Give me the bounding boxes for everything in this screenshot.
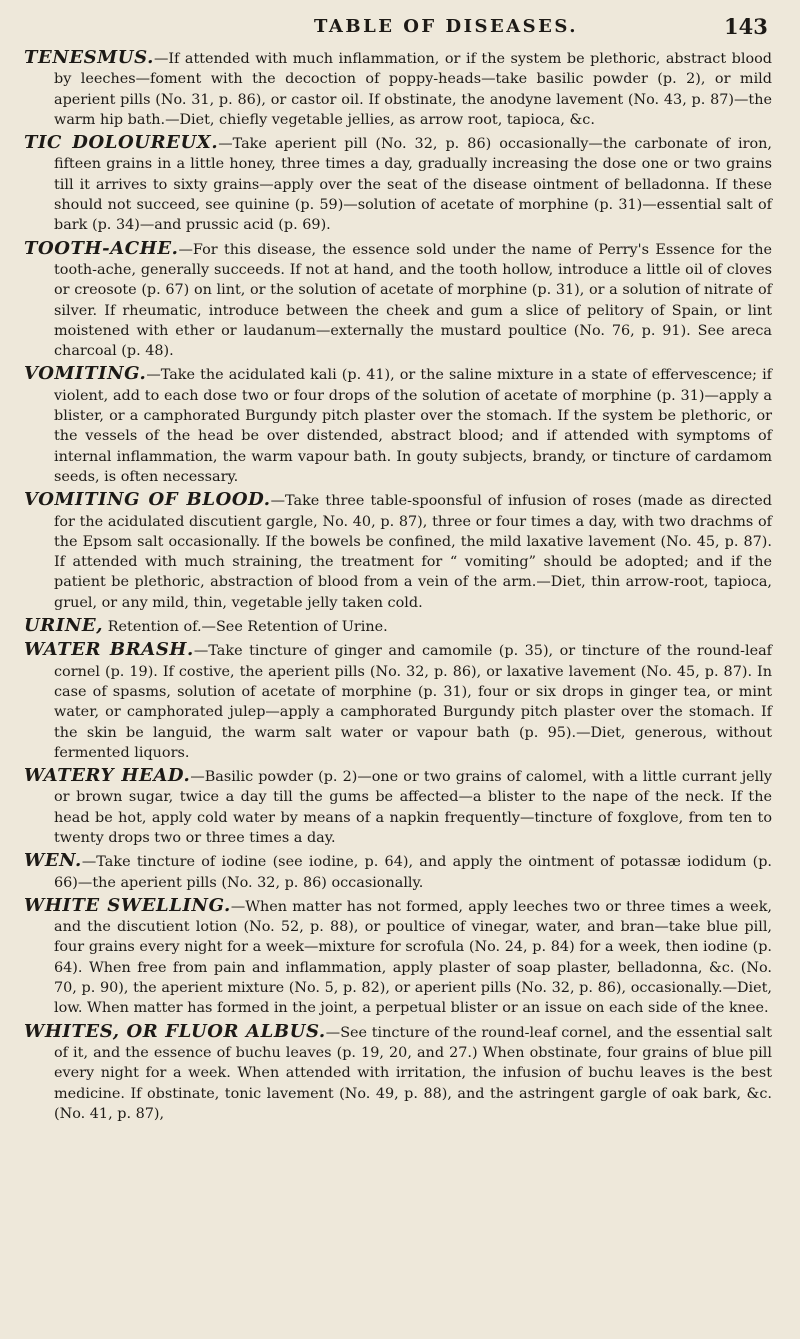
entry-watery-head [24,766,772,848]
entry-title: WATERY HEAD. [24,765,191,787]
entry-title: TOOTH-ACHE. [24,237,179,259]
entry-tic-douloureux [24,133,772,235]
entry-vomiting [24,364,772,487]
entry-text: —Take aperient pill (No. 32, p. 86) occasionally—the carbonate of iron, fifteen grains in a little honey, three times a day, gradually increasing the dose one or two grains till it arrives to sixty grains—apply over the seat of the disease ointment of belladonna. If these should not succeed, see quinine (p. 59)—solution of acetate of morphine (p. 31)—essential salt of bark (p. 34)—and prussic acid (p. 69). [54,136,772,234]
entry-text: —Take tincture of ginger and camomile (p. 35), or tincture of the round-leaf cornel (p. 19). If costive, the aperient pills (No. 32, p. 86), or laxative lavement (No. 45, p. 87). In case of spasms, solution of acetate of morphine (p. 31), four or six drops in ginger tea, or mint water, or camphorated julep—apply a camphorated Burgundy pitch plaster over the stomach. If the skin be languid, the warm salt water or vapour bath (p. 95).—Diet, generous, without fermented liquors. [54,643,773,761]
entry-wen [24,851,772,893]
entry-white-swelling [24,896,772,1019]
entry-title: VOMITING. [24,363,147,385]
entry-title: WHITES, OR FLUOR ALBUS. [24,1020,326,1042]
entry-vomiting-of-blood [24,490,772,613]
entry-whites-fluor-albus [24,1022,772,1124]
entry-title: TIC DOLOUREUX. [24,132,219,154]
entry-text: —When matter has not formed, apply leeches two or three times a week, and the discutient lotion (No. 52, p. 88), or poultice of vinegar, water, and bran—take blue pill, four grains every night for a week—mixture for scrofula (No. 24, p. 84) for a week, then iodine (p. 64). When free from pain and inflammation, apply plaster of soap plaster, belladonna, &c. (No. 70, p. 90), the aperient mixture (No. 5, p. 82), or aperient pills (No. 32, p. 86), occasionally.—Diet, low. When matter has formed in the joint, a perpetual blister or an issue on each side of the knee. [54,898,772,1017]
entry-text: —Take the acidulated kali (p. 41), or the saline mixture in a state of effervescence; if violent, add to each dose two or four drops of the solution of acetate of morphine (p. 31)—apply a blister, or a camphorated Burgundy pitch plaster over the stomach. If the system be plethoric, or the vessels of the head be over distended, abstract blood; and if attended with symptoms of internal inflammation, the warm vapour bath. In gouty subjects, brandy, or tincture of cardamom seeds, is often necessary. [54,367,772,485]
entry-water-brash [24,640,772,763]
page-number: 143 [724,14,768,39]
entry-text: —For this disease, the essence sold under the name of Perry's Essence for the tooth-ache, generally succeeds. If not at hand, and the tooth hollow, introduce a little oil of cloves or creosote (p. 67) on lint, or the solution of acetate of morphine (p. 31), or a solution of nitrate of silver. If rheumatic, introduce between the cheek and gum a slice of pelitory of Spain, or lint moistened with ether or laudanum—externally the mustard poultice (No. 76, p. 91). See areca charcoal (p. 48). [54,241,772,360]
entry-title: WATER BRASH. [24,639,194,661]
entry-title: VOMITING OF BLOOD. [24,489,271,511]
entry-title: TENESMUS. [24,47,154,68]
entry-urine [24,616,772,637]
entry-tenesmus [24,48,772,130]
entry-title: WHITE SWELLING. [24,894,231,916]
entry-text: Retention of.—See Retention of Urine. [103,619,388,636]
page-header [24,10,772,44]
entry-text: —If attended with much inflammation, or if the system be plethoric, abstract blood by leeches—foment with the decoction of poppy-heads—take basilic powder (p. 2), or mild aperient pills (No. 31, p. 86), or castor oil. If obstinate, the anodyne lavement (No. 43, p. 87)—the warm hip bath.—Diet, chiefly vegetable jellies, as arrow root, tapioca, &c. [54,51,772,128]
disease-entries [24,48,772,1124]
entry-title: WEN. [24,850,82,872]
entry-tooth-ache [24,239,772,362]
entry-text: —Take tincture of iodine (see iodine, p. 64), and apply the ointment of potassæ iodidum (p. 66)—the aperient pills (No. 32, p. 86) occasionally. [54,854,772,891]
running-title: TABLE OF DISEASES. [314,16,579,37]
entry-text: —Take three table-spoonsful of infusion of roses (made as directed for the acidulated discutient gargle, No. 40, p. 87), three or four times a day, with two drachms of the Epsom salt occasionally. If the bowels be confined, the mild laxative lavement (No. 45, p. 87). If attended with much straining, the treatment for “ vomiting” should be adopted; and if the patient be plethoric, abstraction of blood from a vein of the arm.—Diet, thin arrow-root, tapioca, gruel, or any mild, thin, vegetable jelly taken cold. [54,493,772,611]
entry-text: —Basilic powder (p. 2)—one or two grains of calomel, with a little currant jelly or brown sugar, twice a day till the gums be affected—a blister to the nape of the neck. If the head be hot, apply cold water by means of a napkin frequently—tincture of foxglove, from ten to twenty drops two or three times a day. [54,769,773,846]
entry-text: —See tincture of the round-leaf cornel, and the essential salt of it, and the essence of buchu leaves (p. 19, 20, and 27.) When obstinate, four grains of blue pill every night for a week. When attended with irritation, the infusion of buchu leaves is the best medicine. If obstinate, tonic lavement (No. 49, p. 88), and the astringent gargle of oak bark, &c. (No. 41, p. 87), [54,1024,773,1122]
entry-title: URINE, [24,615,104,637]
